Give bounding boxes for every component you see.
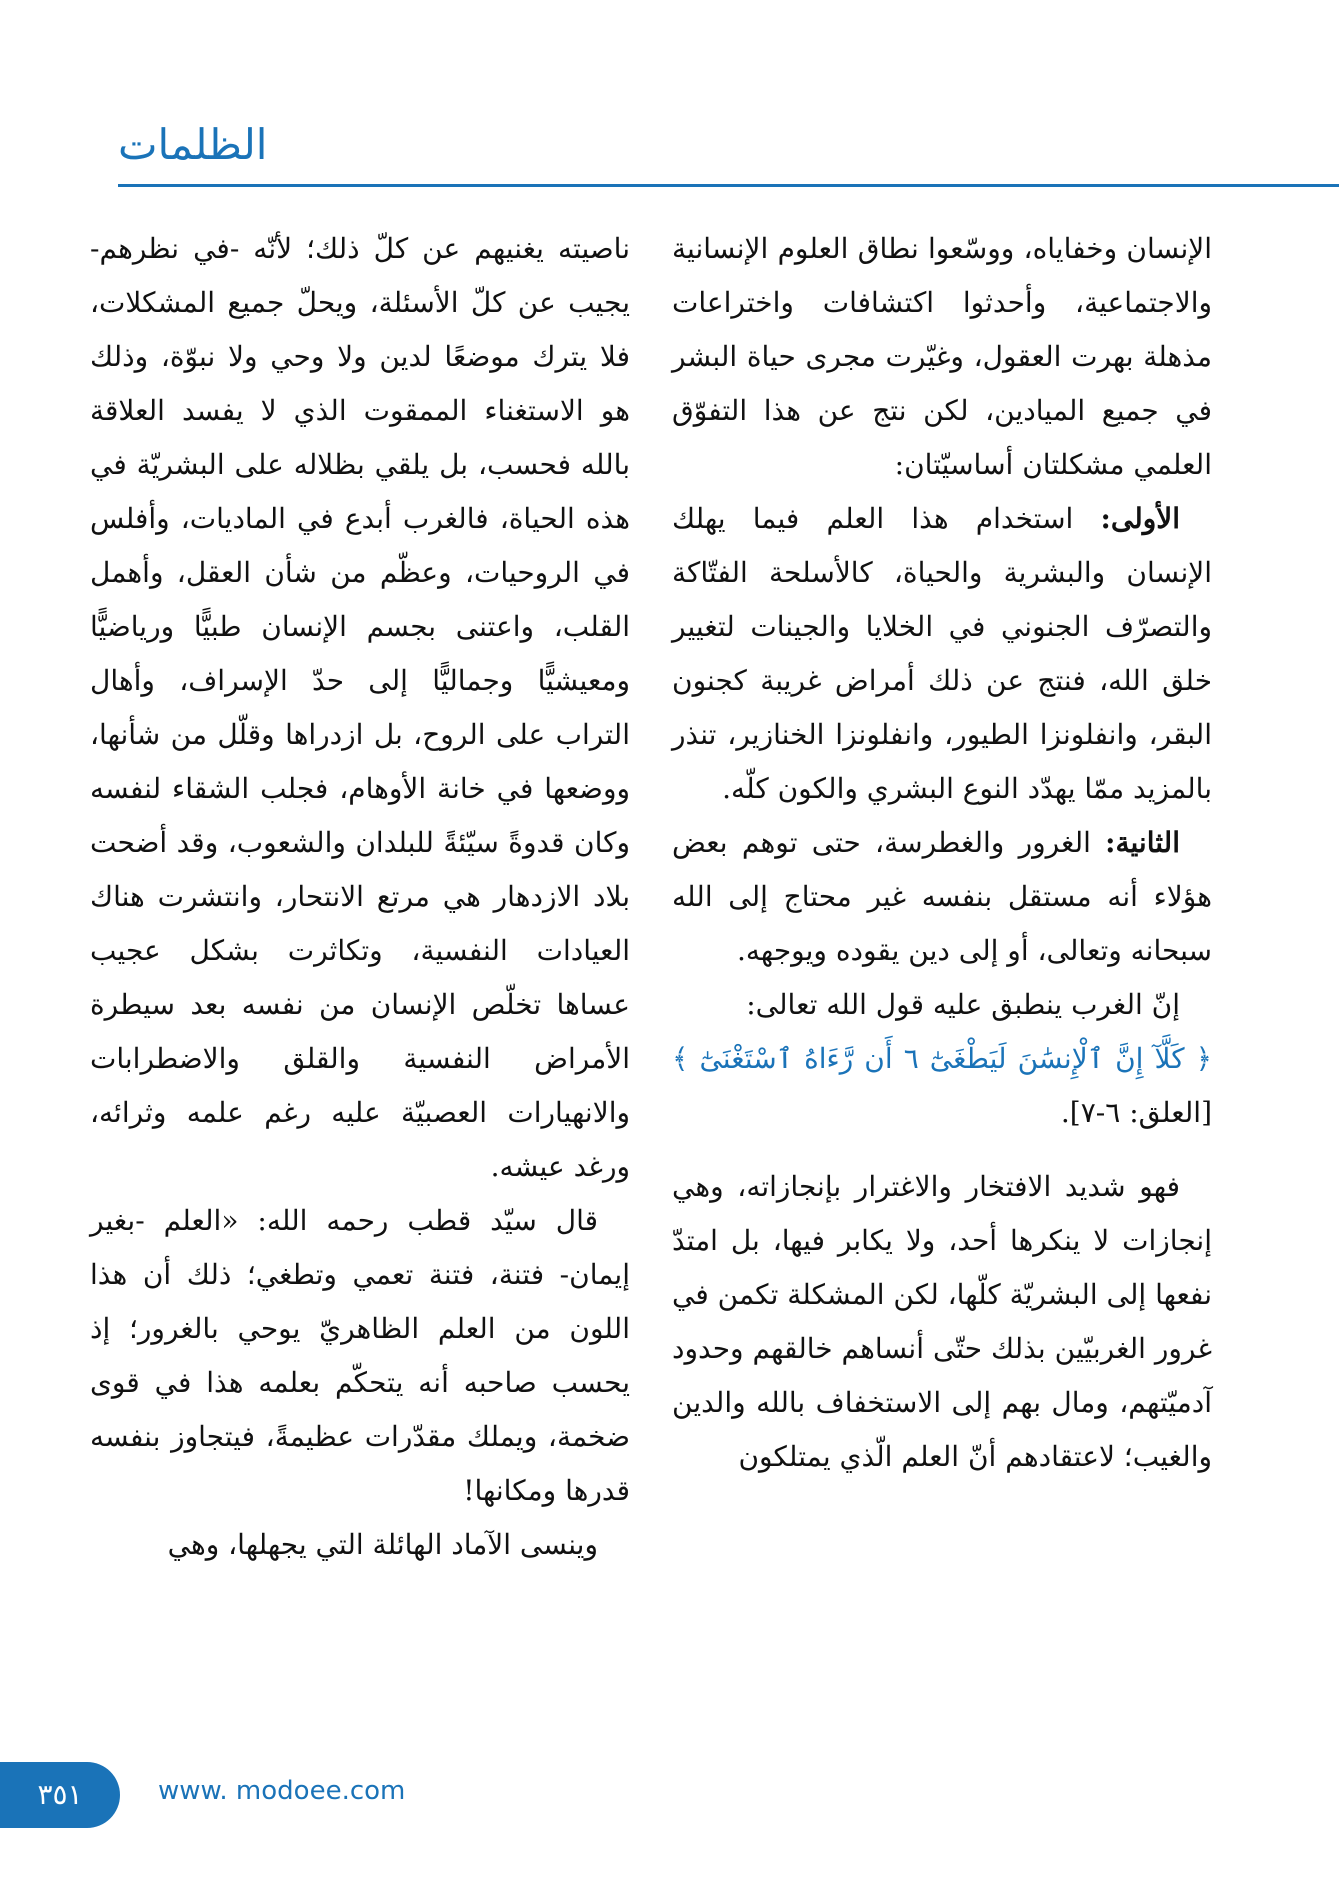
page-number: ٣٥١: [0, 1762, 120, 1828]
paragraph: فهو شديد الافتخار والاغترار بإنجازاته، وهي إنجازات لا ينكرها أحد، ولا يكابر فيها، بل امتدّ نفعها إلى البشريّة كلّها، لكن المشكلة تكمن في غرور الغربيّين بذلك حتّى أنساهم خالقهم وحدود آدميّتهم، ومال بهم إلى الاستخفاف بالله والدين والغيب؛ لاعتقادهم أنّ العلم الّذي يمتلكون: [672, 1170, 1212, 1473]
paragraph: الإنسان وخفاياه، ووسّعوا نطاق العلوم الإنسانية والاجتماعية، وأحدثوا اكتشافات واختراعات مذهلة بهرت العقول، وغيّرت مجرى حياة البشر في جميع الميادين، لكن نتج عن هذا التفوّق العلمي مشكلتان أساسيّتان:: [672, 232, 1212, 481]
quran-verse: [672, 1032, 1212, 1140]
left-column: [90, 222, 630, 1572]
paragraph-text: الغرور والغطرسة، حتى توهم بعض هؤلاء أنه مستقل بنفسه غير محتاج إلى الله سبحانه وتعالى، أو إلى دين يقوده ويوجهه.: [672, 826, 1212, 967]
paragraph: وينسى الآماد الهائلة التي يجهلها، وهي: [167, 1528, 598, 1561]
right-column: [672, 222, 1212, 1484]
verse-reference: [العلق: ٦-٧].: [1060, 1096, 1212, 1129]
paragraph-text: استخدام هذا العلم فيما يهلك الإنسان والبشرية والحياة، كالأسلحة الفتّاكة والتصرّف الجنوني في الخلايا والجينات لتغيير خلق الله، فنتج عن ذلك أمراض غريبة كجنون البقر، وانفلونزا الطيور، وانفلونزا الخنازير، تنذر بالمزيد ممّا يهدّد النوع البشري والكون كلّه.: [672, 502, 1212, 805]
header-divider: [118, 184, 1339, 187]
paragraph: إنّ الغرب ينطبق عليه قول الله تعالى:: [746, 988, 1180, 1021]
paragraph-label: الأولى:: [1100, 502, 1180, 535]
paragraph-label: الثانية:: [1105, 826, 1180, 859]
website-link[interactable]: www. modoee.com: [158, 1776, 406, 1806]
paragraph: [672, 492, 1212, 816]
verse-text: ﴿ كَلَّآ إِنَّ ٱلْإِنسَٰنَ لَيَطْغَىٰٓ ٦ أَن رَّءَاهُ ٱسْتَغْنَىٰٓ ﴾: [672, 1042, 1212, 1075]
paragraph: [672, 816, 1212, 978]
paragraph: ناصيته يغنيهم عن كلّ ذلك؛ لأنّه -في نظرهم- يجيب عن كلّ الأسئلة، ويحلّ جميع المشكلات، فلا يترك موضعًا لدين ولا وحي ولا نبوّة، وذلك هو الاستغناء الممقوت الذي لا يفسد العلاقة بالله فحسب، بل يلقي بظلاله على البشريّة في هذه الحياة، فالغرب أبدع في الماديات، وأفلس في الروحيات، وعظّم من شأن العقل، وأهمل القلب، واعتنى بجسم الإنسان طبيًّا ورياضيًّا ومعيشيًّا وجماليًّا إلى حدّ الإسراف، وأهال التراب على الروح، بل ازدراها وقلّل من شأنها، ووضعها في خانة الأوهام، فجلب الشقاء لنفسه وكان قدوةً سيّئةً للبلدان والشعوب، وقد أضحت بلاد الازدهار هي مرتع الانتحار، وانتشرت هناك العيادات النفسية، وتكاثرت بشكل عجيب عساها تخلّص الإنسان من نفسه بعد سيطرة الأمراض النفسية والقلق والاضطرابات والانهيارات العصبيّة عليه رغم علمه وثرائه، ورغد عيشه.: [90, 232, 630, 1183]
chapter-title: الظلمات: [118, 120, 268, 169]
paragraph: قال سيّد قطب رحمه الله: «العلم -بغير إيمان- فتنة، فتنة تعمي وتطغي؛ ذلك أن هذا اللون من العلم الظاهريّ يوحي بالغرور؛ إذ يحسب صاحبه أنه يتحكّم بعلمه هذا في قوى ضخمة، ويملك مقدّرات عظيمةً، فيتجاوز بنفسه قدرها ومكانها!: [90, 1204, 630, 1507]
